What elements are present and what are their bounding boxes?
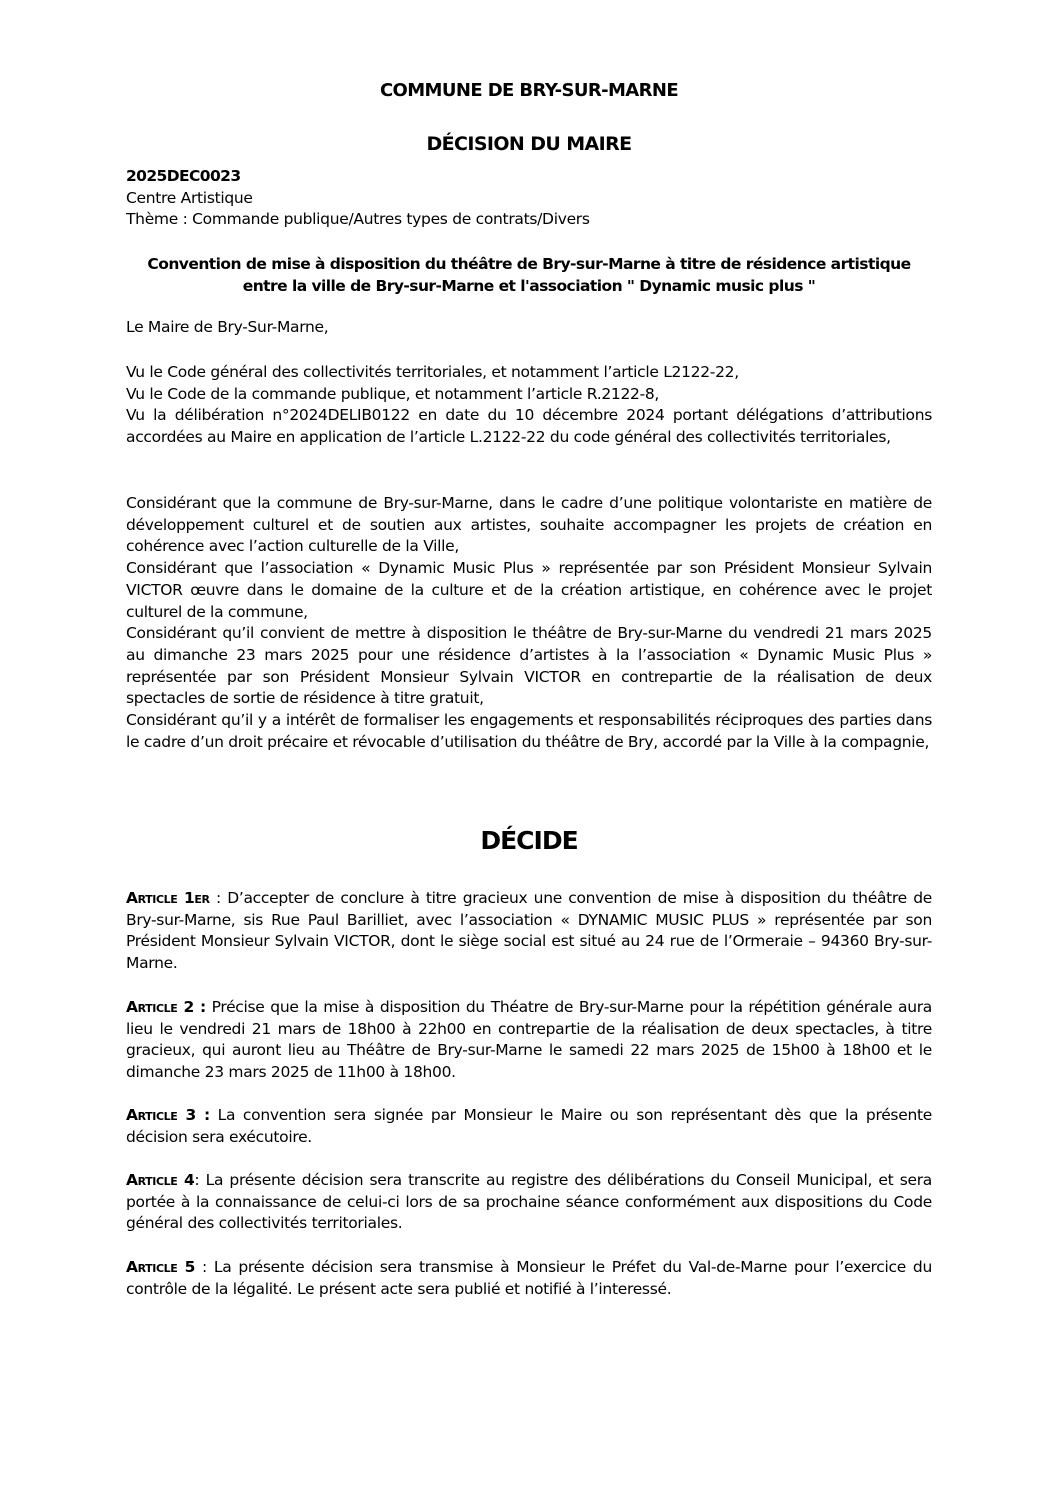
intro-paragraph — [126, 317, 932, 339]
visa-item: Vu la délibération n°2024DELIB0122 en date du 10 décembre 2024 portant délégations d’attributions accordées au Maire en application de l’article L.2122-22 du code général des collectivités territoriales, — [126, 406, 932, 447]
article-5 — [126, 1257, 932, 1300]
decision-reference: 2025DEC0023 — [126, 167, 241, 185]
service-name: Centre Artistique — [126, 188, 253, 207]
considerant-item: Considérant qu’il convient de mettre à disposition le théâtre de Bry-sur-Marne du vendredi 21 mars 2025 au dimanche 23 mars 2025 pour une résidence d’artistes à la l’association « Dynamic Music Plus » représentée par son Président Monsieur Sylvain VICTOR en contrepartie de la réalisation de deux spectacles de sortie de résidence à titre gratuit, — [126, 624, 932, 708]
visas-block — [126, 362, 932, 449]
article-text: D’accepter de conclure à titre gracieux une convention de mise à disposition du théâtre de Bry-sur-Marne, sis Rue Paul Barilliet, avec l’association « DYNAMIC MUSIC PLUS » représentée par son Président Monsieur Sylvain VICTOR, dont le siège social est situé au 24 rue de l’Ormeraie – 94360 Bry-sur-Marne. — [126, 889, 932, 973]
article-3 — [126, 1105, 932, 1148]
considerant-item: Considérant que la commune de Bry-sur-Marne, dans le cadre d’une politique volontariste en matière de développement culturel et de soutien aux artistes, souhaite accompagner les projets de création en cohérence avec l’action culturelle de la Ville, — [126, 494, 932, 556]
visa-item: Vu le Code général des collectivités territoriales, et notamment l’article L2122-22, — [126, 363, 739, 381]
article-separator: : — [195, 1258, 214, 1276]
decision-title: DÉCISION DU MAIRE — [426, 133, 632, 155]
article-separator — [210, 1106, 218, 1124]
article-1 — [126, 888, 932, 975]
article-separator: : — [209, 889, 228, 907]
decision-meta — [126, 166, 590, 231]
visa-item: Vu le Code de la commande publique, et notamment l’article R.2122-8, — [126, 384, 660, 403]
article-text: La présente décision sera transcrite au registre des délibérations du Conseil Municipal, et sera portée à la connaissance de celui-ci lors de sa prochaine séance conformément aux dispositions du Code général des collectivités territoriales. — [126, 1171, 932, 1233]
intro-text: Le Maire de Bry-Sur-Marne, — [126, 318, 329, 336]
article-label: Article 5 — [126, 1258, 196, 1276]
considerants-block — [126, 493, 932, 753]
article-label: Article 2 : — [126, 998, 206, 1016]
article-separator: : — [194, 1171, 206, 1189]
article-label: Article 1er — [126, 889, 210, 907]
considerant-item: Considérant qu’il y a intérêt de formaliser les engagements et responsabilités réciproques des parties dans le cadre d’un droit précaire et révocable d’utilisation du théâtre de Bry, accordé par la Ville à la compagnie, — [126, 711, 932, 751]
commune-title: COMMUNE DE BRY-SUR-MARNE — [379, 80, 679, 101]
article-2 — [126, 997, 932, 1084]
article-label: Article 4 — [126, 1171, 195, 1189]
article-text: La présente décision sera transmise à Monsieur le Préfet du Val-de-Marne pour l’exercice du contrôle de la légalité. Le présent acte sera publié et notifié à l’interessé. — [126, 1258, 932, 1298]
considerant-item: Considérant que l’association « Dynamic Music Plus » représentée par son Président Monsieur Sylvain VICTOR œuvre dans le domaine de la culture et de la création artistique, en cohérence avec le projet culturel de la commune, — [126, 559, 932, 621]
decide-heading: DÉCIDE — [480, 826, 578, 855]
article-label: Article 3 : — [126, 1106, 210, 1124]
subject-line-2: entre la ville de Bry-sur-Marne et l'association " Dynamic music plus " — [242, 276, 816, 295]
article-text: Précise que la mise à disposition du Théatre de Bry-sur-Marne pour la répétition générale aura lieu le vendredi 21 mars de 18h00 à 22h00 en contrepartie de la réalisation de deux spectacles, à titre gracieux, qui auront lieu au Théâtre de Bry-sur-Marne le samedi 22 mars 2025 de 15h00 à 18h00 et le dimanche 23 mars 2025 de 11h00 à 18h00. — [126, 998, 932, 1082]
article-text: La convention sera signée par Monsieur le Maire ou son représentant dès que la présente décision sera exécutoire. — [126, 1106, 932, 1146]
theme-line: Thème : Commande publique/Autres types de contrats/Divers — [126, 210, 590, 228]
article-4 — [126, 1170, 932, 1235]
subject-line-1: Convention de mise à disposition du théâtre de Bry-sur-Marne à titre de résidence artistique — [147, 255, 911, 273]
decision-subject — [126, 254, 932, 297]
